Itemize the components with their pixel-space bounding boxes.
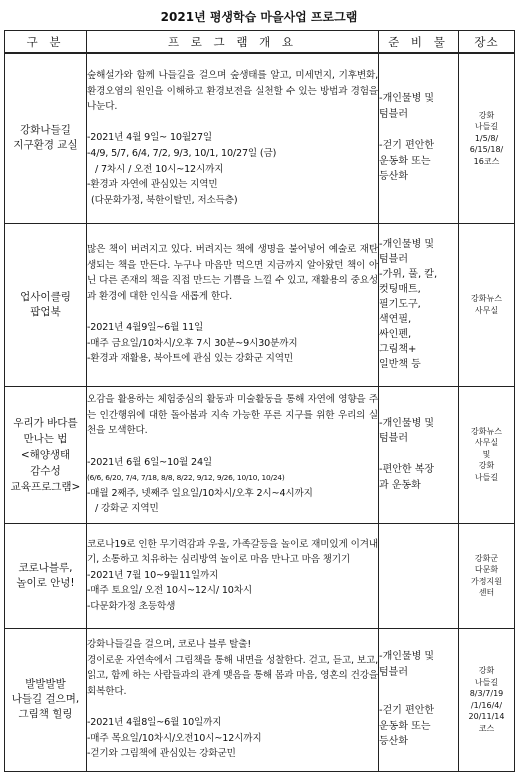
place-line: 20/11/14: [468, 712, 505, 721]
description-line: -2021년 6월 6일~10월 24일: [87, 456, 213, 468]
supplies-line: 텀블러: [379, 666, 408, 678]
supplies-line: 과 운동화: [379, 479, 421, 491]
place-line: 강화뉴스: [471, 426, 502, 436]
category-line: 놀이로 안녕!: [16, 576, 75, 589]
place-line: 1/5/8/: [474, 133, 499, 143]
category-line: 업사이클링: [20, 290, 71, 303]
supplies-spacer: [379, 447, 458, 463]
place-line: 강화군: [474, 553, 499, 563]
supplies-line: -걷기 편안한: [379, 705, 435, 717]
row-description: [87, 223, 379, 386]
place-line: 사무실: [474, 438, 499, 448]
place-line: 코스: [478, 723, 495, 733]
description-line: -2021년 4월8일~6월 10일까지: [87, 717, 222, 729]
row-description: [87, 523, 379, 628]
description-line: -2021년 7월 10~9월11일까지: [87, 569, 219, 581]
row-supplies: [379, 386, 459, 523]
description-line: -매주 토요일/ 오전 10시~12시/ 10차시: [87, 585, 252, 597]
row-supplies: [379, 523, 459, 628]
description-paragraph: 경이로운 자연속에서 그림책을 통해 내면을 성찰한다. 걷고, 듣고, 보고, 읽고, 함께 하는 사람들과의 관계 맺음을 통해 몸과 마음, 영혼의 건강을 회복한다.: [87, 654, 378, 697]
supplies-line: -가위, 풀, 칼,: [379, 269, 438, 280]
category-line: 우리가 바다를: [13, 416, 78, 429]
place-line: 사무실: [474, 305, 499, 315]
row-description: [87, 386, 379, 523]
place-line: 나들길: [474, 122, 499, 131]
row-category: [5, 223, 87, 386]
document-title: 2021년 평생학습 마을사업 프로그램: [160, 10, 358, 24]
description-line: -2021년 4월 9일~ 10월27일: [87, 132, 213, 144]
supplies-line: -개인물병 및: [379, 417, 435, 429]
supplies-line: 등산화: [379, 171, 408, 183]
category-line: 교육프로그램>: [10, 480, 81, 493]
supplies-line: 싸인펜,: [379, 329, 412, 340]
place-line: 가정지원: [471, 576, 502, 586]
description-paragraph: 오감을 활용하는 체험중심의 활동과 미술활동을 통해 자연에 영향을 주는 인간행위에 대한 돌아봄과 지속 가능한 푸른 지구를 위한 우리의 실천을 모색한다.: [87, 394, 378, 437]
supplies-line: 운동화 또는: [379, 155, 431, 167]
supplies-spacer: [379, 123, 458, 139]
table-row: [5, 628, 515, 771]
header-category: 구 분: [5, 31, 87, 54]
place-line: 16코스: [473, 156, 500, 166]
supplies-line: -편안한 복장: [379, 464, 435, 476]
supplies-line: 필기도구,: [379, 299, 421, 310]
row-category: [5, 53, 87, 223]
row-place: [459, 386, 515, 523]
description-line: -2021년 4월9일~6월 11일: [87, 322, 204, 334]
supplies-line: 일반책 등: [379, 359, 421, 370]
description-line: / 강화군 지역민: [95, 503, 159, 515]
description-line: -다문화가정 초등학생: [87, 600, 176, 612]
category-line: 발발발발: [25, 678, 66, 690]
category-line: 팝업북: [30, 305, 61, 318]
category-line: 코로나블루,: [18, 561, 73, 574]
supplies-line: -개인물병 및: [379, 651, 435, 663]
description-line: -환경과 자연에 관심있는 지역민: [87, 179, 218, 191]
category-line: 그림책 힐링: [18, 708, 73, 720]
description-paragraph: 숲해설가와 함께 나들길을 걸으며 숲생태를 알고, 미세먼지, 기후변화, 환경오염의 원인을 이해하고 환경보전을 실천할 수 있는 방법과 경험을 나눈다.: [87, 70, 378, 113]
category-line: 만나는 법: [23, 432, 68, 445]
supplies-line: 컷팅매트,: [379, 284, 421, 295]
row-place: [459, 223, 515, 386]
supplies-line: 텀블러: [379, 433, 408, 445]
description-line: (다문화가정, 북한이탈민, 저소득층): [91, 194, 238, 206]
header-supplies: 준 비 물: [379, 31, 459, 54]
description-line: 강화나들길을 걸으며, 코로나 블루 탈출!: [87, 639, 252, 651]
supplies-line: 텀블러: [379, 109, 408, 121]
row-category: [5, 386, 87, 523]
description-line: -4/9, 5/7, 6/4, 7/2, 9/3, 10/1, 10/27일 (금): [87, 148, 277, 160]
header-overview: 프 로 그 램 개 요: [87, 31, 379, 54]
place-line: 강화: [478, 110, 495, 120]
supplies-line: -개인물병 및: [379, 93, 435, 105]
place-line: 8/3/7/19: [469, 689, 504, 698]
description-line: -걷기와 그림책에 관심있는 강화군민: [87, 748, 236, 760]
supplies-line: 운동화 또는: [379, 720, 431, 732]
description-line: / 7차시 / 오전 10시~12시까지: [95, 163, 224, 175]
supplies-line: 색연필,: [379, 314, 412, 325]
table-row: [5, 53, 515, 223]
place-line: 강화: [478, 461, 495, 471]
description-paragraph: 코로나19로 인한 무기력감과 우울, 가족갈등을 놀이로 재미있게 이겨내기, 소통하고 치유하는 심리방역 놀이로 마음 만나고 마음 챙기기: [87, 538, 378, 566]
place-line: 나들길: [474, 472, 499, 482]
table-row: [5, 523, 515, 628]
row-description: [87, 628, 379, 771]
row-description: [87, 53, 379, 223]
category-line: <해양생태: [20, 448, 71, 461]
supplies-line: 등산화: [379, 736, 408, 748]
description-paragraph: 많은 책이 버려지고 있다. 버려지는 책에 생명을 불어넣어 예술로 재탄생되는 책을 만든다. 누구나 마음만 먹으면 지금까지 알아왔던 책이 아닌 다른 존재의 책을 직접 만드는 기쁨을 느낄 수 있고, 재활용의 중요성과 환경에 대한 인식을 새롭게 한다.: [87, 244, 378, 302]
description-spacer: [87, 439, 378, 455]
category-line: 나들길 걸으며,: [11, 693, 80, 705]
supplies-line: -개인물병 및: [379, 239, 435, 250]
row-supplies: [379, 628, 459, 771]
row-place: [459, 523, 515, 628]
row-place: [459, 53, 515, 223]
place-line: 강화뉴스: [471, 294, 502, 303]
description-line: -매주 목요일/10차시/오전10시~12시까지: [87, 732, 262, 744]
table-row: [5, 223, 515, 386]
row-category: [5, 628, 87, 771]
table-header-row: [5, 31, 515, 54]
category-line: 감수성: [30, 464, 61, 477]
description-line: -매주 금요일/10차시/오후 7시 30분~9시30분까지: [87, 337, 298, 349]
place-line: 및: [482, 449, 491, 459]
description-dates-line: (6/6, 6/20, 7/4, 7/18, 8/8, 8/22, 9/12, 9/26, 10/10, 10/24): [87, 473, 285, 483]
row-category: [5, 523, 87, 628]
description-spacer: [87, 115, 378, 131]
supplies-line: 텀블러: [379, 254, 408, 265]
row-place: [459, 628, 515, 771]
supplies-line: -걷기 편안한: [379, 140, 435, 152]
description-line: -환경과 재활용, 북아트에 관심 있는 강화군 지역민: [87, 353, 293, 365]
description-spacer: [87, 305, 378, 321]
supplies-line: 그림책+: [379, 344, 417, 355]
table-row: [5, 386, 515, 523]
place-line: 다문화: [474, 565, 499, 574]
program-table: [4, 30, 515, 772]
category-line: 강화나들길: [20, 124, 71, 137]
place-line: 6/15/18/: [469, 145, 504, 154]
description-line: -매월 2째주, 넷째주 일요일/10차시/오후 2시~4시까지: [87, 487, 313, 499]
place-line: 강화: [478, 666, 495, 675]
header-place: 장소: [459, 31, 515, 54]
place-line: 나들길: [474, 677, 499, 687]
supplies-spacer: [379, 680, 458, 703]
place-line: /1/16/4/: [470, 700, 503, 710]
category-line: 지구환경 교실: [13, 139, 78, 152]
place-line: 센터: [478, 588, 495, 597]
row-supplies: [379, 223, 459, 386]
description-spacer: [87, 700, 378, 716]
row-supplies: [379, 53, 459, 223]
